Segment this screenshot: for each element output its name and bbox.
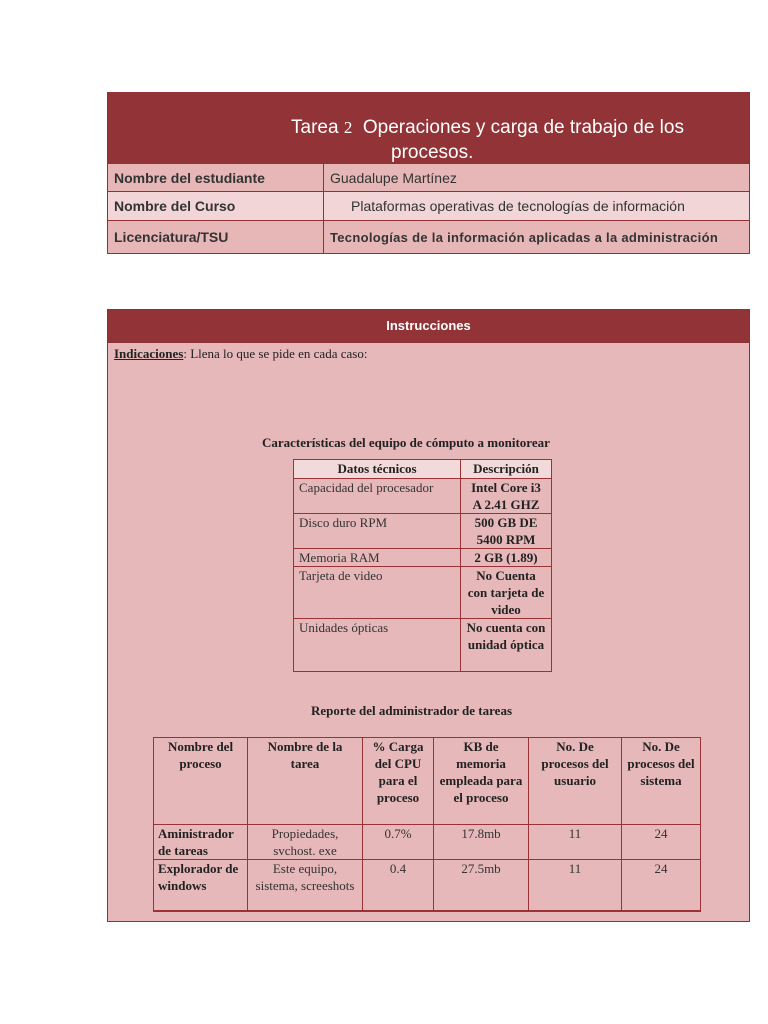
process-name: Explorador de windows <box>154 860 248 912</box>
report-table <box>153 737 701 912</box>
system-processes: 24 <box>622 825 701 860</box>
course-value: Plataformas operativas de tecnologías de información <box>351 198 685 214</box>
instructions-title: Instrucciones <box>108 310 749 343</box>
memory-used: 27.5mb <box>434 860 529 912</box>
specs-title: Características del equipo de cómputo a monitorear <box>262 435 550 450</box>
degree-row <box>108 220 749 253</box>
course-label: Nombre del Curso <box>108 192 324 220</box>
report-header: Nombre del proceso <box>154 738 248 825</box>
spec-value: Intel Core i3 A 2.41 GHZ <box>461 479 552 514</box>
specs-header-key: Datos técnicos <box>294 460 461 479</box>
specs-table <box>293 459 552 672</box>
title-bar <box>108 93 749 163</box>
report-header: No. De procesos del usuario <box>529 738 622 825</box>
spec-key: Disco duro RPM <box>294 514 461 549</box>
indications <box>114 346 367 362</box>
report-title: Reporte del administrador de tareas <box>311 703 512 718</box>
specs-header-value: Descripción <box>461 460 552 479</box>
course-row <box>108 191 749 220</box>
table-row <box>294 567 552 619</box>
page-title-line2: procesos. <box>391 142 474 163</box>
cpu-load: 0.7% <box>363 825 434 860</box>
page-title <box>291 117 684 139</box>
user-processes: 11 <box>529 860 622 912</box>
cpu-load: 0.4 <box>363 860 434 912</box>
student-label: Nombre del estudiante <box>108 164 324 191</box>
title-word: Tarea <box>291 117 339 138</box>
table-row <box>294 514 552 549</box>
student-row <box>108 163 749 191</box>
task-name: Este equipo, sistema, screeshots <box>248 860 363 912</box>
report-header: Nombre de la tarea <box>248 738 363 825</box>
table-row <box>294 549 552 567</box>
indications-label: Indicaciones <box>114 346 184 361</box>
spec-value: 2 GB (1.89) <box>461 549 552 567</box>
degree-value: Tecnologías de la información aplicadas a la administración <box>330 229 719 245</box>
spec-key: Unidades ópticas <box>294 619 461 672</box>
table-row <box>154 825 701 860</box>
assignment-header <box>107 92 750 254</box>
spec-value: No Cuenta con tarjeta de video <box>461 567 552 619</box>
indications-text: : Llena lo que se pide en cada caso: <box>183 346 368 361</box>
report-header: KB de memoria empleada para el proceso <box>434 738 529 825</box>
memory-used: 17.8mb <box>434 825 529 860</box>
system-processes: 24 <box>622 860 701 912</box>
spec-key: Tarjeta de video <box>294 567 461 619</box>
process-name: Aministrador de tareas <box>154 825 248 860</box>
spec-key: Memoria RAM <box>294 549 461 567</box>
title-number: 2 <box>343 118 353 137</box>
spec-value: 500 GB DE 5400 RPM <box>461 514 552 549</box>
title-rest: Operaciones y carga de trabajo de los <box>362 117 684 138</box>
spec-value: No cuenta con unidad óptica <box>461 619 552 672</box>
table-row <box>294 619 552 672</box>
table-row <box>154 860 701 912</box>
report-header-row <box>154 738 701 825</box>
user-processes: 11 <box>529 825 622 860</box>
student-value: Guadalupe Martínez <box>330 169 457 186</box>
instructions-panel <box>107 309 750 922</box>
table-row <box>294 479 552 514</box>
spec-key: Capacidad del procesador <box>294 479 461 514</box>
report-header: No. De procesos del sistema <box>622 738 701 825</box>
degree-label: Licenciatura/TSU <box>108 221 324 253</box>
task-name: Propiedades, svchost. exe <box>248 825 363 860</box>
report-header: % Carga del CPU para el proceso <box>363 738 434 825</box>
specs-header-row <box>294 460 552 479</box>
